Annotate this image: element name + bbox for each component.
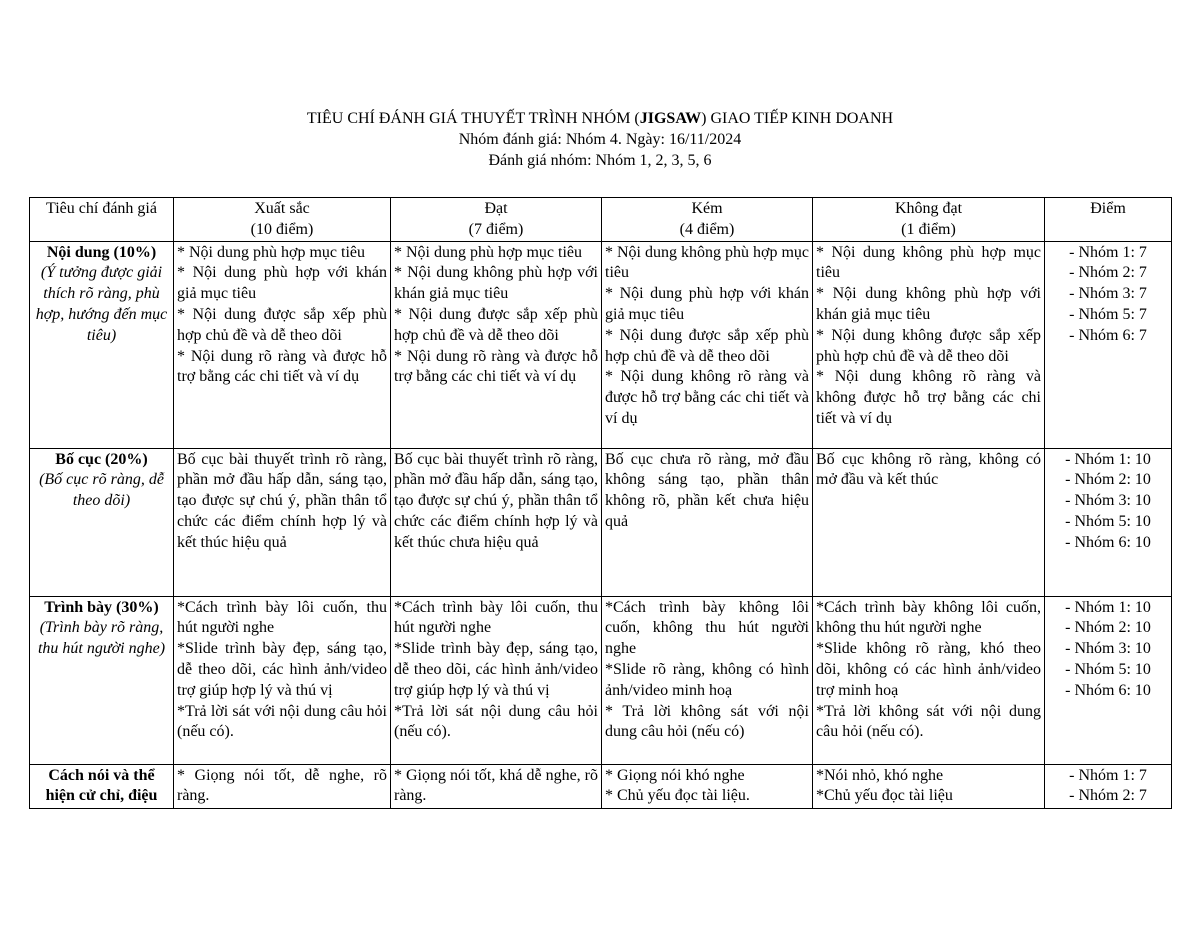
level-pass-cell [391,596,602,764]
group-score: - Nhóm 5: 10 [1065,660,1151,678]
descriptor-line: * Nội dung không phù hợp mục tiêu [605,243,810,282]
level-pass-cell [391,764,602,808]
descriptor-line: * Nội dung không phù hợp mục tiêu [816,243,1041,282]
descriptor-line: * Nội dung không được sắp xếp phù hợp chủ đề và dễ theo dõi [816,326,1041,365]
level-fail-cell [813,448,1045,596]
descriptor-line: * Nội dung phù hợp mục tiêu [177,243,365,261]
group-score: - Nhóm 2: 10 [1065,471,1151,489]
criteria-description: (Ý tưởng được giải thích rõ ràng, phù hợp, hướng đến mục tiêu) [35,264,168,344]
descriptor-line: Bố cục bài thuyết trình rõ ràng, phần mở đầu hấp dẫn, sáng tạo, tạo được sự chú ý, phần thân tổ chức các điểm chính hợp lý và kết thúc chưa hiệu quả [394,450,598,551]
level-fail-cell [813,764,1045,808]
document-title: TIÊU CHÍ ĐÁNH GIÁ THUYẾT TRÌNH NHÓM (JIGSAW) GIAO TIẾP KINH DOANH [306,110,894,127]
level-poor-cell [602,241,813,448]
evaluated-groups-line: Đánh giá nhóm: Nhóm 1, 2, 3, 5, 6 [488,152,712,169]
group-score: - Nhóm 3: 10 [1065,492,1151,510]
descriptor-line: *Cách trình bày lôi cuốn, thu hút người nghe [394,598,598,637]
criteria-cell [30,764,174,808]
table-row [30,448,1172,596]
group-score: - Nhóm 6: 7 [1069,326,1147,344]
descriptor-line: * Nội dung được sắp xếp phù hợp chủ đề và dễ theo dõi [394,305,598,344]
criteria-name: Bố cục (20%) [55,450,148,468]
descriptor-line: *Trả lời không sát với nội dung câu hỏi (nếu có). [816,702,1041,741]
descriptor-line: *Slide rõ ràng, không có hình ảnh/video minh hoạ [605,660,809,699]
group-score: - Nhóm 5: 10 [1065,512,1151,530]
descriptor-line: *Cách trình bày không lôi cuốn, không thu hút người nghe [605,598,809,658]
descriptor-line: * Giọng nói khó nghe [605,766,745,784]
descriptor-line: *Chủ yếu đọc tài liệu [816,787,953,805]
descriptor-line: * Nội dung rõ ràng và được hỗ trợ bằng các chi tiết và ví dụ [177,347,387,386]
descriptor-line: * Nội dung phù hợp với khán giả mục tiêu [177,264,387,303]
group-score: - Nhóm 1: 7 [1069,766,1147,784]
header-fail: Không đạt (1 điểm) [813,198,1045,242]
level-poor-cell [602,596,813,764]
descriptor-line: Bố cục chưa rõ ràng, mở đầu không sáng tạo, phần thân không rõ, phần kết chưa hiệu quả [605,450,809,530]
header-criteria: Tiêu chí đánh giá [30,198,174,242]
descriptor-line: *Trả lời sát nội dung câu hỏi (nếu có). [394,702,598,741]
descriptor-line: Bố cục không rõ ràng, không có mở đầu và kết thúc [816,450,1041,489]
level-excellent-cell [174,448,391,596]
descriptor-line: * Nội dung phù hợp mục tiêu [394,243,582,261]
document-header [0,108,1200,171]
rubric-table [29,197,1172,809]
group-score: - Nhóm 2: 7 [1069,787,1147,805]
group-score: - Nhóm 6: 10 [1065,533,1151,551]
group-score: - Nhóm 5: 7 [1069,305,1147,323]
descriptor-line: * Nội dung phù hợp với khán giả mục tiêu [605,285,809,323]
table-header-row [30,198,1172,242]
descriptor-line: * Chủ yếu đọc tài liệu. [605,787,750,805]
group-score: - Nhóm 3: 10 [1065,640,1151,658]
header-score: Điểm [1045,198,1172,242]
criteria-description: (Bố cục rõ ràng, dễ theo dõi) [39,471,164,510]
descriptor-line: * Trả lời không sát với nội dung câu hỏi (nếu có) [605,702,809,741]
criteria-name: Nội dung (10%) [46,243,157,261]
descriptor-line: *Cách trình bày lôi cuốn, thu hút người nghe [177,598,387,637]
group-score: - Nhóm 3: 7 [1069,285,1147,303]
descriptor-line: * Nội dung được sắp xếp phù hợp chủ đề và dễ theo dõi [177,305,387,344]
criteria-cell [30,596,174,764]
group-score: - Nhóm 1: 10 [1065,598,1151,616]
level-pass-cell [391,241,602,448]
criteria-cell [30,241,174,448]
header-pass: Đạt (7 điểm) [391,198,602,242]
table-row [30,241,1172,448]
descriptor-line: *Cách trình bày không lôi cuốn, không thu hút người nghe [816,598,1041,637]
score-cell [1045,764,1172,808]
header-excellent: Xuất sắc (10 điểm) [174,198,391,242]
level-poor-cell [602,448,813,596]
descriptor-line: * Nội dung không phù hợp với khán giả mục tiêu [394,264,598,303]
descriptor-line: * Nội dung không rõ ràng và không được hỗ trợ bằng các chi tiết và ví dụ [816,368,1041,427]
level-excellent-cell [174,596,391,764]
score-cell [1045,448,1172,596]
group-score: - Nhóm 1: 10 [1065,450,1151,468]
level-excellent-cell [174,241,391,448]
descriptor-line: *Slide trình bày đẹp, sáng tạo, dễ theo dõi, các hình ảnh/video trợ giúp hợp lý và thú vị [394,640,598,699]
level-excellent-cell [174,764,391,808]
level-fail-cell [813,241,1045,448]
descriptor-line: * Nội dung không phù hợp với khán giả mục tiêu [816,285,1041,323]
group-score: - Nhóm 6: 10 [1065,681,1151,699]
descriptor-line: *Slide trình bày đẹp, sáng tạo, dễ theo dõi, các hình ảnh/video trợ giúp hợp lý và thú vị [177,640,387,699]
descriptor-line: Bố cục bài thuyết trình rõ ràng, phần mở đầu hấp dẫn, sáng tạo, tạo được sự chú ý, phần thân tổ chức các điểm chính hợp lý và kết thúc hiệu quả [177,450,387,551]
header-poor: Kém (4 điểm) [602,198,813,242]
group-score: - Nhóm 2: 10 [1065,619,1151,637]
score-cell [1045,241,1172,448]
criteria-name: Trình bày (30%) [44,598,159,616]
descriptor-line: *Nói nhỏ, khó nghe [816,766,944,784]
descriptor-line: *Slide không rõ ràng, khó theo dõi, không có các hình ảnh/video trợ minh hoạ [816,640,1041,699]
score-cell [1045,596,1172,764]
descriptor-line: * Giọng nói tốt, khá dễ nghe, rõ ràng. [394,766,598,805]
level-fail-cell [813,596,1045,764]
evaluator-line: Nhóm đánh giá: Nhóm 4. Ngày: 16/11/2024 [458,131,742,148]
descriptor-line: * Nội dung rõ ràng và được hỗ trợ bằng các chi tiết và ví dụ [394,347,598,386]
level-pass-cell [391,448,602,596]
table-row [30,764,1172,808]
criteria-name: Cách nói và thể hiện cử chỉ, điệu [45,766,158,805]
level-poor-cell [602,764,813,808]
criteria-description: (Trình bày rõ ràng, thu hút người nghe) [37,619,166,658]
descriptor-line: * Nội dung được sắp xếp phù hợp chủ đề và dễ theo dõi [605,326,809,365]
group-score: - Nhóm 1: 7 [1069,243,1147,261]
descriptor-line: *Trả lời sát với nội dung câu hỏi (nếu có). [177,702,387,741]
descriptor-line: * Giọng nói tốt, dễ nghe, rõ ràng. [177,766,387,805]
group-score: - Nhóm 2: 7 [1069,264,1147,282]
criteria-cell [30,448,174,596]
descriptor-line: * Nội dung không rõ ràng và được hỗ trợ bằng các chi tiết và ví dụ [605,368,809,427]
table-row [30,596,1172,764]
